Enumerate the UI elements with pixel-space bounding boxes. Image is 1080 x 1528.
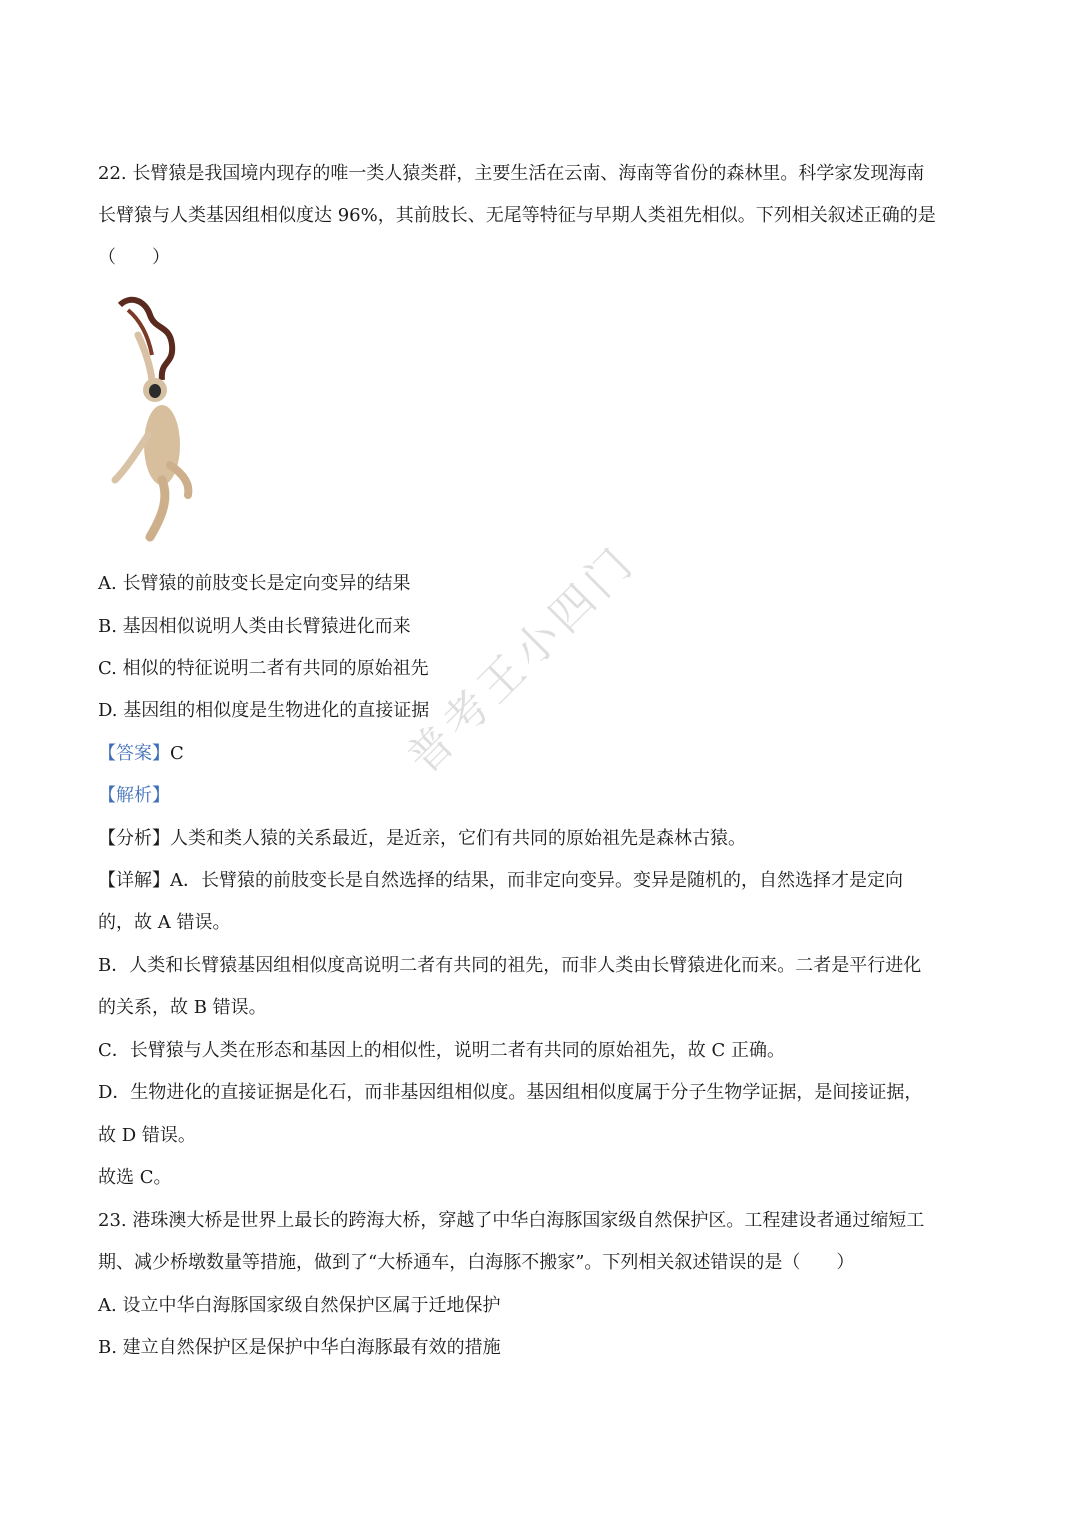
q23-stem-line1: 23. 港珠澳大桥是世界上最长的跨海大桥，穿越了中华白海豚国家级自然保护区。工程建设者通过缩短工	[98, 1210, 925, 1231]
q22-option-c: C. 相似的特征说明二者有共同的原始祖先	[98, 658, 429, 679]
q22-stem-line2: 长臂猿与人类基因组相似度达 96%，其前肢长、无尾等特征与早期人类祖先相似。下列相关叙述正确的是	[98, 205, 936, 226]
xiangjie-tag: 【详解】	[98, 870, 170, 891]
xiangjie-b-line2: 的关系，故 B 错误。	[98, 997, 267, 1018]
fenxi-line	[98, 828, 990, 850]
xiangjie-line1	[98, 870, 990, 892]
xiangjie-a-line2: 的，故 A 错误。	[98, 912, 231, 933]
gibbon-image	[100, 295, 210, 545]
xiangjie-a-text: A．长臂猿的前肢变长是自然选择的结果，而非定向变异。变异是随机的，自然选择才是定向	[170, 870, 903, 891]
answer-tag: 【答案】	[98, 743, 170, 764]
xiangjie-d-line2: 故 D 错误。	[98, 1125, 196, 1146]
xiangjie-b-line1: B．人类和长臂猿基因组相似度高说明二者有共同的祖先，而非人类由长臂猿进化而来。二者是平行进化	[98, 955, 922, 976]
xiangjie-d-line1: D．生物进化的直接证据是化石，而非基因组相似度。基因组相似度属于分子生物学证据，是间接证据，	[98, 1082, 923, 1103]
q22-option-a: A. 长臂猿的前肢变长是定向变异的结果	[98, 573, 411, 594]
xiangjie-c-line1: C．长臂猿与人类在形态和基因上的相似性，说明二者有共同的原始祖先，故 C 正确。	[98, 1040, 785, 1061]
q23-option-b: B. 建立自然保护区是保护中华白海豚最有效的措施	[98, 1337, 501, 1358]
watermark: 普考王小四门	[397, 535, 646, 784]
q23-option-a: A. 设立中华白海豚国家级自然保护区属于迁地保护	[98, 1295, 501, 1316]
fenxi-text: 人类和类人猿的关系最近，是近亲，它们有共同的原始祖先是森林古猿。	[170, 828, 746, 849]
q23-stem-line2: 期、减少桥墩数量等措施，做到了“大桥通车，白海豚不搬家”。下列相关叙述错误的是（ ）	[98, 1252, 855, 1273]
analysis-tag: 【解析】	[98, 785, 170, 806]
q22-option-d: D. 基因组的相似度是生物进化的直接证据	[98, 700, 430, 721]
analysis-line	[98, 785, 990, 807]
fenxi-tag: 【分析】	[98, 828, 170, 849]
q22-option-b: B. 基因相似说明人类由长臂猿进化而来	[98, 616, 411, 637]
conclusion-line: 故选 C。	[98, 1167, 172, 1188]
answer-line	[98, 743, 990, 765]
q22-stem-line1: 22. 长臂猿是我国境内现存的唯一类人猿类群，主要生活在云南、海南等省份的森林里。科学家发现海南	[98, 163, 925, 184]
q22-stem-line3: （ ）	[98, 247, 170, 268]
answer-value: C	[170, 743, 184, 764]
